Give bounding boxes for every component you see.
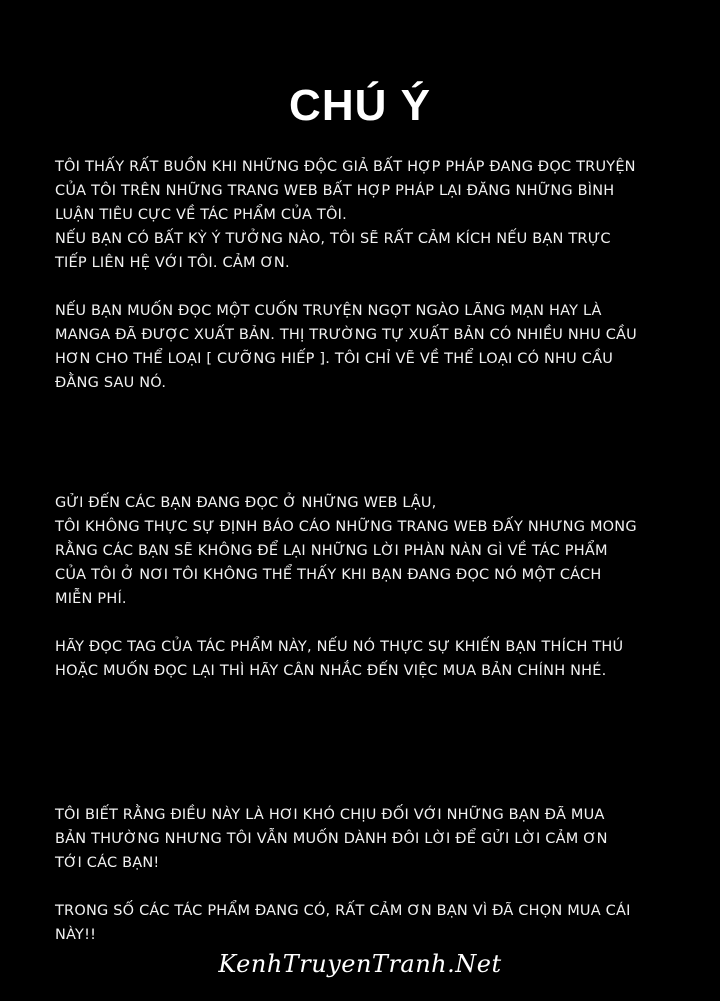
notice-paragraph-6 (55, 899, 675, 947)
paragraph-text: HÃY ĐỌC TAG CỦA TÁC PHẨM NÀY, NẾU NÓ THỰC SỰ KHIẾN BẠN THÍCH THÚ HOẶC MUỐN ĐỌC LẠI THÌ HÃY CÂN NHẮC ĐẾN VIỆC MUA BẢN CHÍNH NHÉ. (55, 639, 624, 679)
paragraph-text: TÔI BIẾT RẰNG ĐIỀU NÀY LÀ HƠI KHÓ CHỊU ĐỐI VỚI NHỮNG BẠN ĐÃ MUA BẢN THƯỜNG NHƯNG TÔI VẪN MUỐN DÀNH ĐÔI LỜI ĐỂ GỬI LỜI CẢM ƠN TỚI CÁC BẠN! (55, 807, 608, 871)
paragraph-text: NẾU BẠN MUỐN ĐỌC MỘT CUỐN TRUYỆN NGỌT NGÀO LÃNG MẠN HAY LÀ MANGA ĐÃ ĐƯỢC XUẤT BẢN. THỊ TRƯỜNG TỰ XUẤT BẢN CÓ NHIỀU NHU CẦU HƠN CHO THỂ LOẠI [ CƯỠNG HIẾP ]. TÔI CHỈ VẼ VỀ THỂ LOẠI CÓ NHU CẦU ĐẰNG SAU NÓ. (55, 303, 637, 391)
paragraph-text: TRONG SỐ CÁC TÁC PHẨM ĐANG CÓ, RẤT CẢM ƠN BẠN VÌ ĐÃ CHỌN MUA CÁI NÀY!! (55, 903, 631, 943)
paragraph-text: TÔI THẤY RẤT BUỒN KHI NHỮNG ĐỘC GIẢ BẤT HỢP PHÁP ĐANG ĐỌC TRUYỆN CỦA TÔI TRÊN NHỮNG TRANG WEB BẤT HỢP PHÁP LẠI ĐĂNG NHỮNG BÌNH LUẬN TIÊU CỰC VỀ TÁC PHẨM CỦA TÔI. NẾU BẠN CÓ BẤT KỲ Ý TƯỞNG NÀO, TÔI SẼ RẤT CẢM KÍCH NẾU BẠN TRỰC TIẾP LIÊN HỆ VỚI TÔI. CẢM ƠN. (55, 159, 636, 271)
notice-paragraph-2 (55, 299, 675, 395)
paragraph-text: GỬI ĐẾN CÁC BẠN ĐANG ĐỌC Ở NHỮNG WEB LẬU, TÔI KHÔNG THỰC SỰ ĐỊNH BÁO CÁO NHỮNG TRANG WEB ĐẤY NHƯNG MONG RẰNG CÁC BẠN SẼ KHÔNG ĐỂ LẠI NHỮNG LỜI PHÀN NÀN GÌ VỀ TÁC PHẨM CỦA TÔI Ở NƠI TÔI KHÔNG THỂ THẤY KHI BẠN ĐANG ĐỌC NÓ MỘT CÁCH MIỄN PHÍ. (55, 495, 637, 607)
notice-paragraph-4 (55, 635, 675, 683)
site-watermark: KenhTruyenTranh.Net (218, 950, 502, 978)
page-title: CHÚ Ý (289, 81, 431, 130)
notice-paragraph-5 (55, 803, 675, 875)
notice-paragraph-1 (55, 155, 675, 275)
notice-paragraph-3 (55, 491, 675, 611)
